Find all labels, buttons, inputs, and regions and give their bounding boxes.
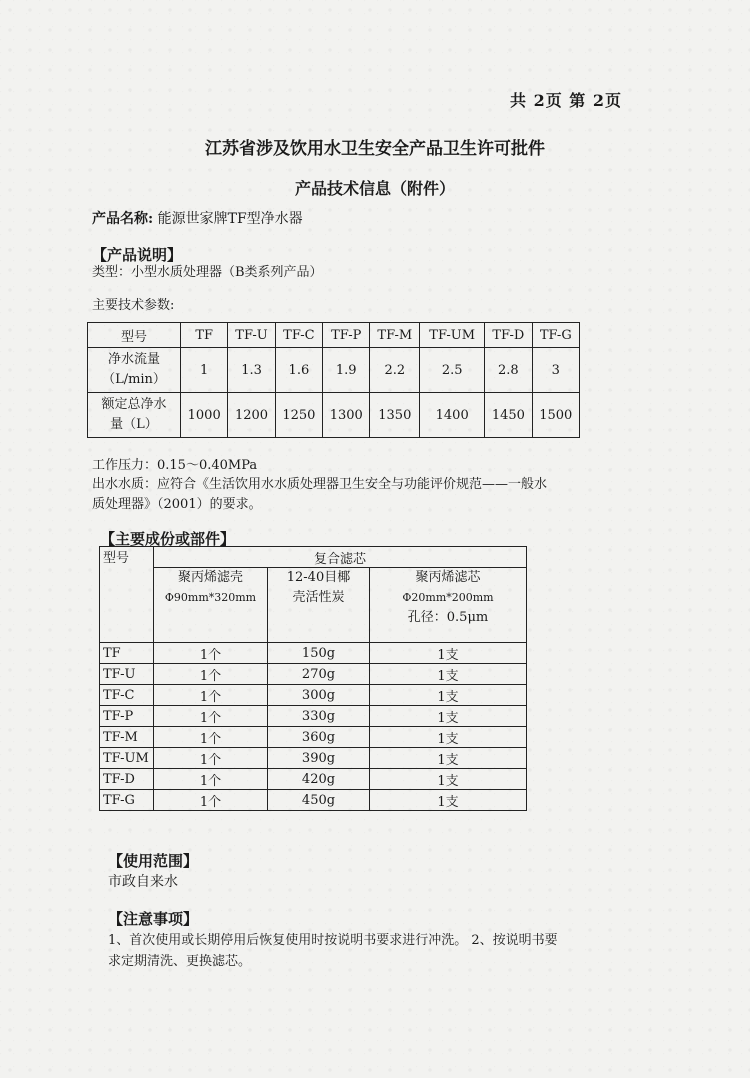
spec-model-cell: TF-C xyxy=(275,323,322,348)
spec-flow-label-line1: 净水流量 xyxy=(107,352,160,367)
spec-model-cell: TF-M xyxy=(370,323,420,348)
comp-row-carbon: 300g xyxy=(268,685,370,706)
scope-text: 市政自来水 xyxy=(108,874,178,890)
comp-row-shell: 1个 xyxy=(154,643,268,664)
spec-table xyxy=(87,322,580,438)
comp-row-model: TF-UM xyxy=(100,748,154,769)
comp-row xyxy=(100,685,527,706)
spec-flow-value: 3 xyxy=(532,348,579,393)
spec-capacity-value: 1250 xyxy=(275,393,322,438)
comp-row-model: TF-D xyxy=(100,769,154,790)
notes-text-line1: 1、首次使用或长期停用后恢复使用时按说明书要求进行冲洗。 2、按说明书要 xyxy=(108,933,558,948)
comp-header-row-2 xyxy=(100,568,527,643)
spec-capacity-value: 1400 xyxy=(420,393,485,438)
comp-row-core: 1支 xyxy=(370,643,527,664)
comp-header-composite: 复合滤芯 xyxy=(154,547,527,568)
comp-col-core-name: 聚丙烯滤芯 xyxy=(415,570,481,585)
spec-flow-value: 1.3 xyxy=(228,348,275,393)
comp-row-shell: 1个 xyxy=(154,685,268,706)
comp-row-model: TF-C xyxy=(100,685,154,706)
comp-col-carbon xyxy=(268,568,370,643)
spec-capacity-value: 1500 xyxy=(532,393,579,438)
section-notes-heading: 【注意事项】 xyxy=(108,910,199,928)
comp-row-shell: 1个 xyxy=(154,664,268,685)
spec-capacity-value: 1300 xyxy=(323,393,370,438)
spec-flow-value: 1 xyxy=(181,348,228,393)
comp-row-model: TF-G xyxy=(100,790,154,811)
comp-row-core: 1支 xyxy=(370,769,527,790)
type-text: 类型：小型水质处理器（B类系列产品） xyxy=(92,265,323,280)
document-subtitle: 产品技术信息（附件） xyxy=(294,179,455,198)
comp-row xyxy=(100,706,527,727)
comp-row-model: TF-M xyxy=(100,727,154,748)
spec-flow-row xyxy=(88,348,580,393)
quality-text-line1: 出水水质：应符合《生活饮用水水质处理器卫生安全与功能评价规范——一般水 xyxy=(92,477,548,492)
comp-row-model: TF-U xyxy=(100,664,154,685)
spec-capacity-label-line1: 额定总净水 xyxy=(101,397,167,412)
comp-row xyxy=(100,748,527,769)
section-components-heading: 【主要成份或部件】 xyxy=(100,530,236,548)
comp-row xyxy=(100,769,527,790)
comp-row-carbon: 330g xyxy=(268,706,370,727)
comp-row-shell: 1个 xyxy=(154,769,268,790)
product-name-line xyxy=(92,208,303,228)
comp-row-core: 1支 xyxy=(370,790,527,811)
spec-capacity-label xyxy=(88,393,181,438)
comp-row-core: 1支 xyxy=(370,706,527,727)
section-scope-heading: 【使用范围】 xyxy=(108,852,199,870)
comp-header-row-1 xyxy=(100,547,527,568)
spec-capacity-row xyxy=(88,393,580,438)
spec-model-cell: TF xyxy=(181,323,228,348)
comp-row-shell: 1个 xyxy=(154,727,268,748)
spec-model-cell: TF-D xyxy=(485,323,532,348)
comp-row xyxy=(100,790,527,811)
spec-capacity-value: 1450 xyxy=(485,393,532,438)
notes-text-line2: 求定期清洗、更换滤芯。 xyxy=(108,954,252,969)
product-name-value: 能源世家牌TF型净水器 xyxy=(157,211,303,227)
spec-capacity-label-line2: 量（L） xyxy=(110,417,158,432)
spec-capacity-value: 1350 xyxy=(370,393,420,438)
comp-col-core-pore: 孔径：0.5μm xyxy=(407,610,489,625)
components-table xyxy=(99,546,527,811)
comp-row-carbon: 150g xyxy=(268,643,370,664)
comp-row-carbon: 450g xyxy=(268,790,370,811)
product-name-label: 产品名称: xyxy=(92,211,154,227)
spec-capacity-value: 1200 xyxy=(228,393,275,438)
spec-flow-value: 1.6 xyxy=(275,348,322,393)
section-description-heading: 【产品说明】 xyxy=(92,246,183,264)
comp-row xyxy=(100,664,527,685)
comp-row-core: 1支 xyxy=(370,685,527,706)
comp-row-core: 1支 xyxy=(370,727,527,748)
spec-model-cell: TF-G xyxy=(532,323,579,348)
comp-row-carbon: 360g xyxy=(268,727,370,748)
comp-col-shell-size: Φ90mm*320mm xyxy=(164,591,257,604)
spec-header-model: 型号 xyxy=(88,323,181,348)
comp-row xyxy=(100,727,527,748)
comp-row-shell: 1个 xyxy=(154,706,268,727)
comp-col-carbon-line1: 12-40目椰 xyxy=(286,570,351,585)
spec-flow-label xyxy=(88,348,181,393)
spec-model-cell: TF-UM xyxy=(420,323,485,348)
comp-row xyxy=(100,643,527,664)
spec-model-cell: TF-P xyxy=(323,323,370,348)
comp-col-shell xyxy=(154,568,268,643)
comp-row-carbon: 390g xyxy=(268,748,370,769)
spec-flow-value: 2.8 xyxy=(485,348,532,393)
spec-flow-value: 2.5 xyxy=(420,348,485,393)
comp-col-core-size: Φ20mm*200mm xyxy=(402,591,494,604)
comp-row-core: 1支 xyxy=(370,748,527,769)
spec-flow-label-line2: （L/min） xyxy=(102,372,166,387)
comp-row-core: 1支 xyxy=(370,664,527,685)
comp-row-model: TF-P xyxy=(100,706,154,727)
document-title: 江苏省涉及饮用水卫生安全产品卫生许可批件 xyxy=(205,139,545,159)
params-heading: 主要技术参数: xyxy=(92,298,175,313)
spec-capacity-value: 1000 xyxy=(181,393,228,438)
comp-header-model: 型号 xyxy=(100,547,154,643)
comp-row-carbon: 420g xyxy=(268,769,370,790)
comp-col-core xyxy=(370,568,527,643)
spec-flow-value: 2.2 xyxy=(370,348,420,393)
comp-row-shell: 1个 xyxy=(154,748,268,769)
spec-model-cell: TF-U xyxy=(228,323,275,348)
comp-col-shell-name: 聚丙烯滤壳 xyxy=(177,570,243,585)
spec-table-header-row xyxy=(88,323,580,348)
comp-row-shell: 1个 xyxy=(154,790,268,811)
page-number: 共 2页 第 2页 xyxy=(510,91,622,110)
quality-text-line2: 质处理器》（2001）的要求。 xyxy=(92,497,262,512)
comp-row-carbon: 270g xyxy=(268,664,370,685)
comp-col-carbon-line2: 壳活性炭 xyxy=(292,590,345,605)
pressure-text: 工作压力：0.15～0.40MPa xyxy=(92,458,258,473)
spec-flow-value: 1.9 xyxy=(323,348,370,393)
comp-row-model: TF xyxy=(100,643,154,664)
